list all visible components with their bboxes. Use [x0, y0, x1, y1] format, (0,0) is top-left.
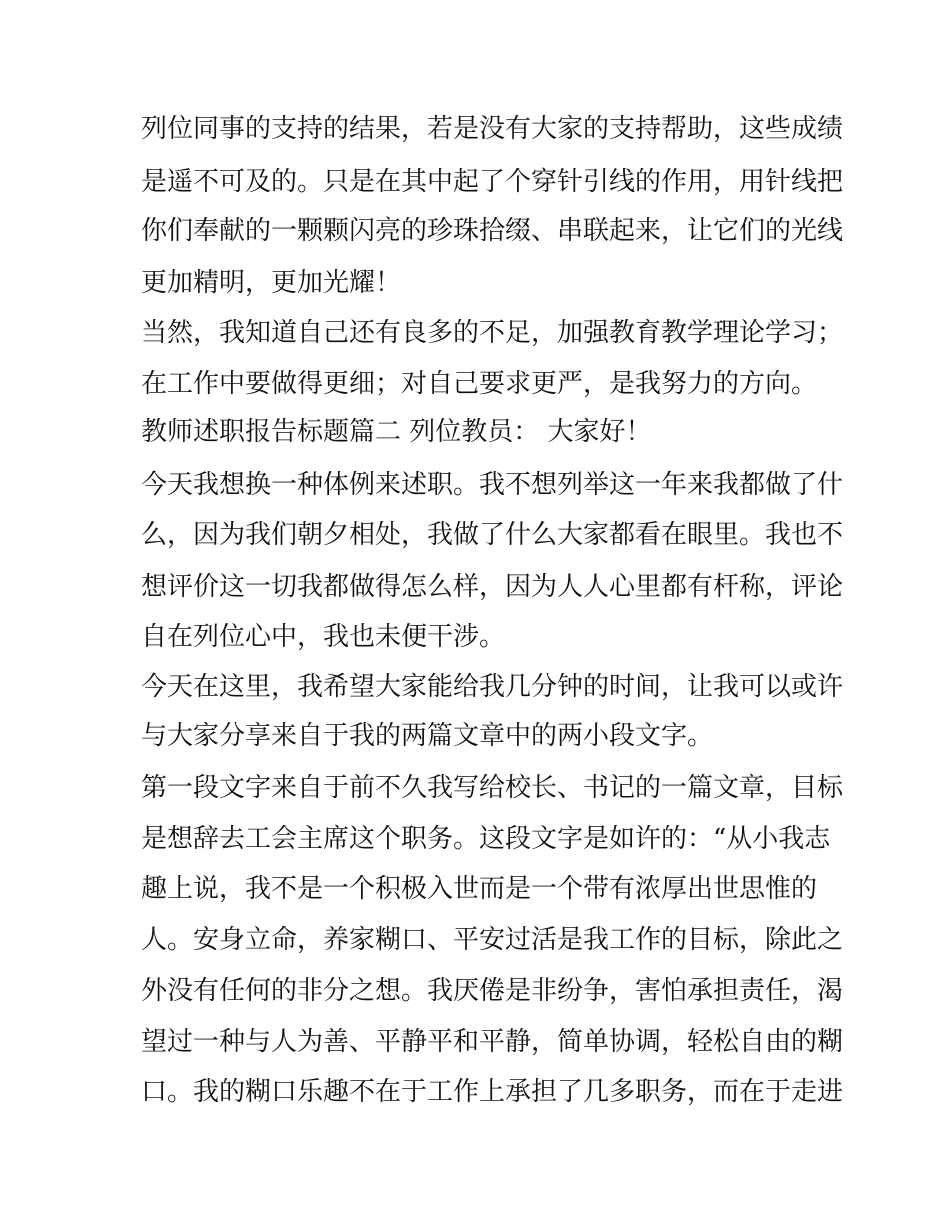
text-line: 今天在这里，我希望大家能给我几分钟的时间，让我可以或许: [141, 672, 844, 702]
text-line: 望过一种与人为善、平静平和平静，简单协调，轻松自由的糊: [141, 1027, 844, 1057]
text-line: 是遥不可及的。只是在其中起了个穿针引线的作用，用针线把: [141, 167, 844, 197]
text-line: 么，因为我们朝夕相处，我做了什么大家都看在眼里。我也不: [141, 520, 844, 550]
text-line: 在工作中要做得更细；对自己要求更严，是我努力的方向。: [141, 369, 818, 399]
text-line: 人。安身立命，养家糊口、平安过活是我工作的目标，除此之: [141, 925, 844, 955]
text-line: 趣上说，我不是一个积极入世而是一个带有浓厚出世思惟的: [141, 874, 818, 904]
text-line: 想评价这一切我都做得怎么样，因为人人心里都有杆称，评论: [141, 572, 844, 602]
text-line: 更加精明，更加光耀！: [141, 268, 402, 298]
text-line: 与大家分享来自于我的两篇文章中的两小段文字。: [141, 721, 714, 751]
section-heading: 教师述职报告标题篇二 列位教员： 大家好！: [141, 417, 652, 447]
text-line: 是想辞去工会主席这个职务。这段文字是如许的：“从小我志: [141, 824, 831, 854]
text-line: 外没有任何的非分之想。我厌倦是非纷争，害怕承担责任，渴: [141, 976, 844, 1006]
text-line: 第一段文字来自于前不久我写给校长、书记的一篇文章，目标: [141, 773, 844, 803]
text-line: 今天我想换一种体例来述职。我不想列举这一年来我都做了什: [141, 470, 844, 500]
text-line: 你们奉献的一颗颗闪亮的珍珠拾缀、串联起来，让它们的光线: [141, 216, 844, 246]
text-line: 口。我的糊口乐趣不在于工作上承担了几多职务，而在于走进: [141, 1077, 844, 1107]
text-line: 当然，我知道自己还有良多的不足，加强教育教学理论学习；: [141, 318, 844, 348]
text-line: 自在列位心中，我也未便干涉。: [141, 622, 506, 652]
text-line: 列位同事的支持的结果，若是没有大家的支持帮助，这些成绩: [141, 114, 844, 144]
